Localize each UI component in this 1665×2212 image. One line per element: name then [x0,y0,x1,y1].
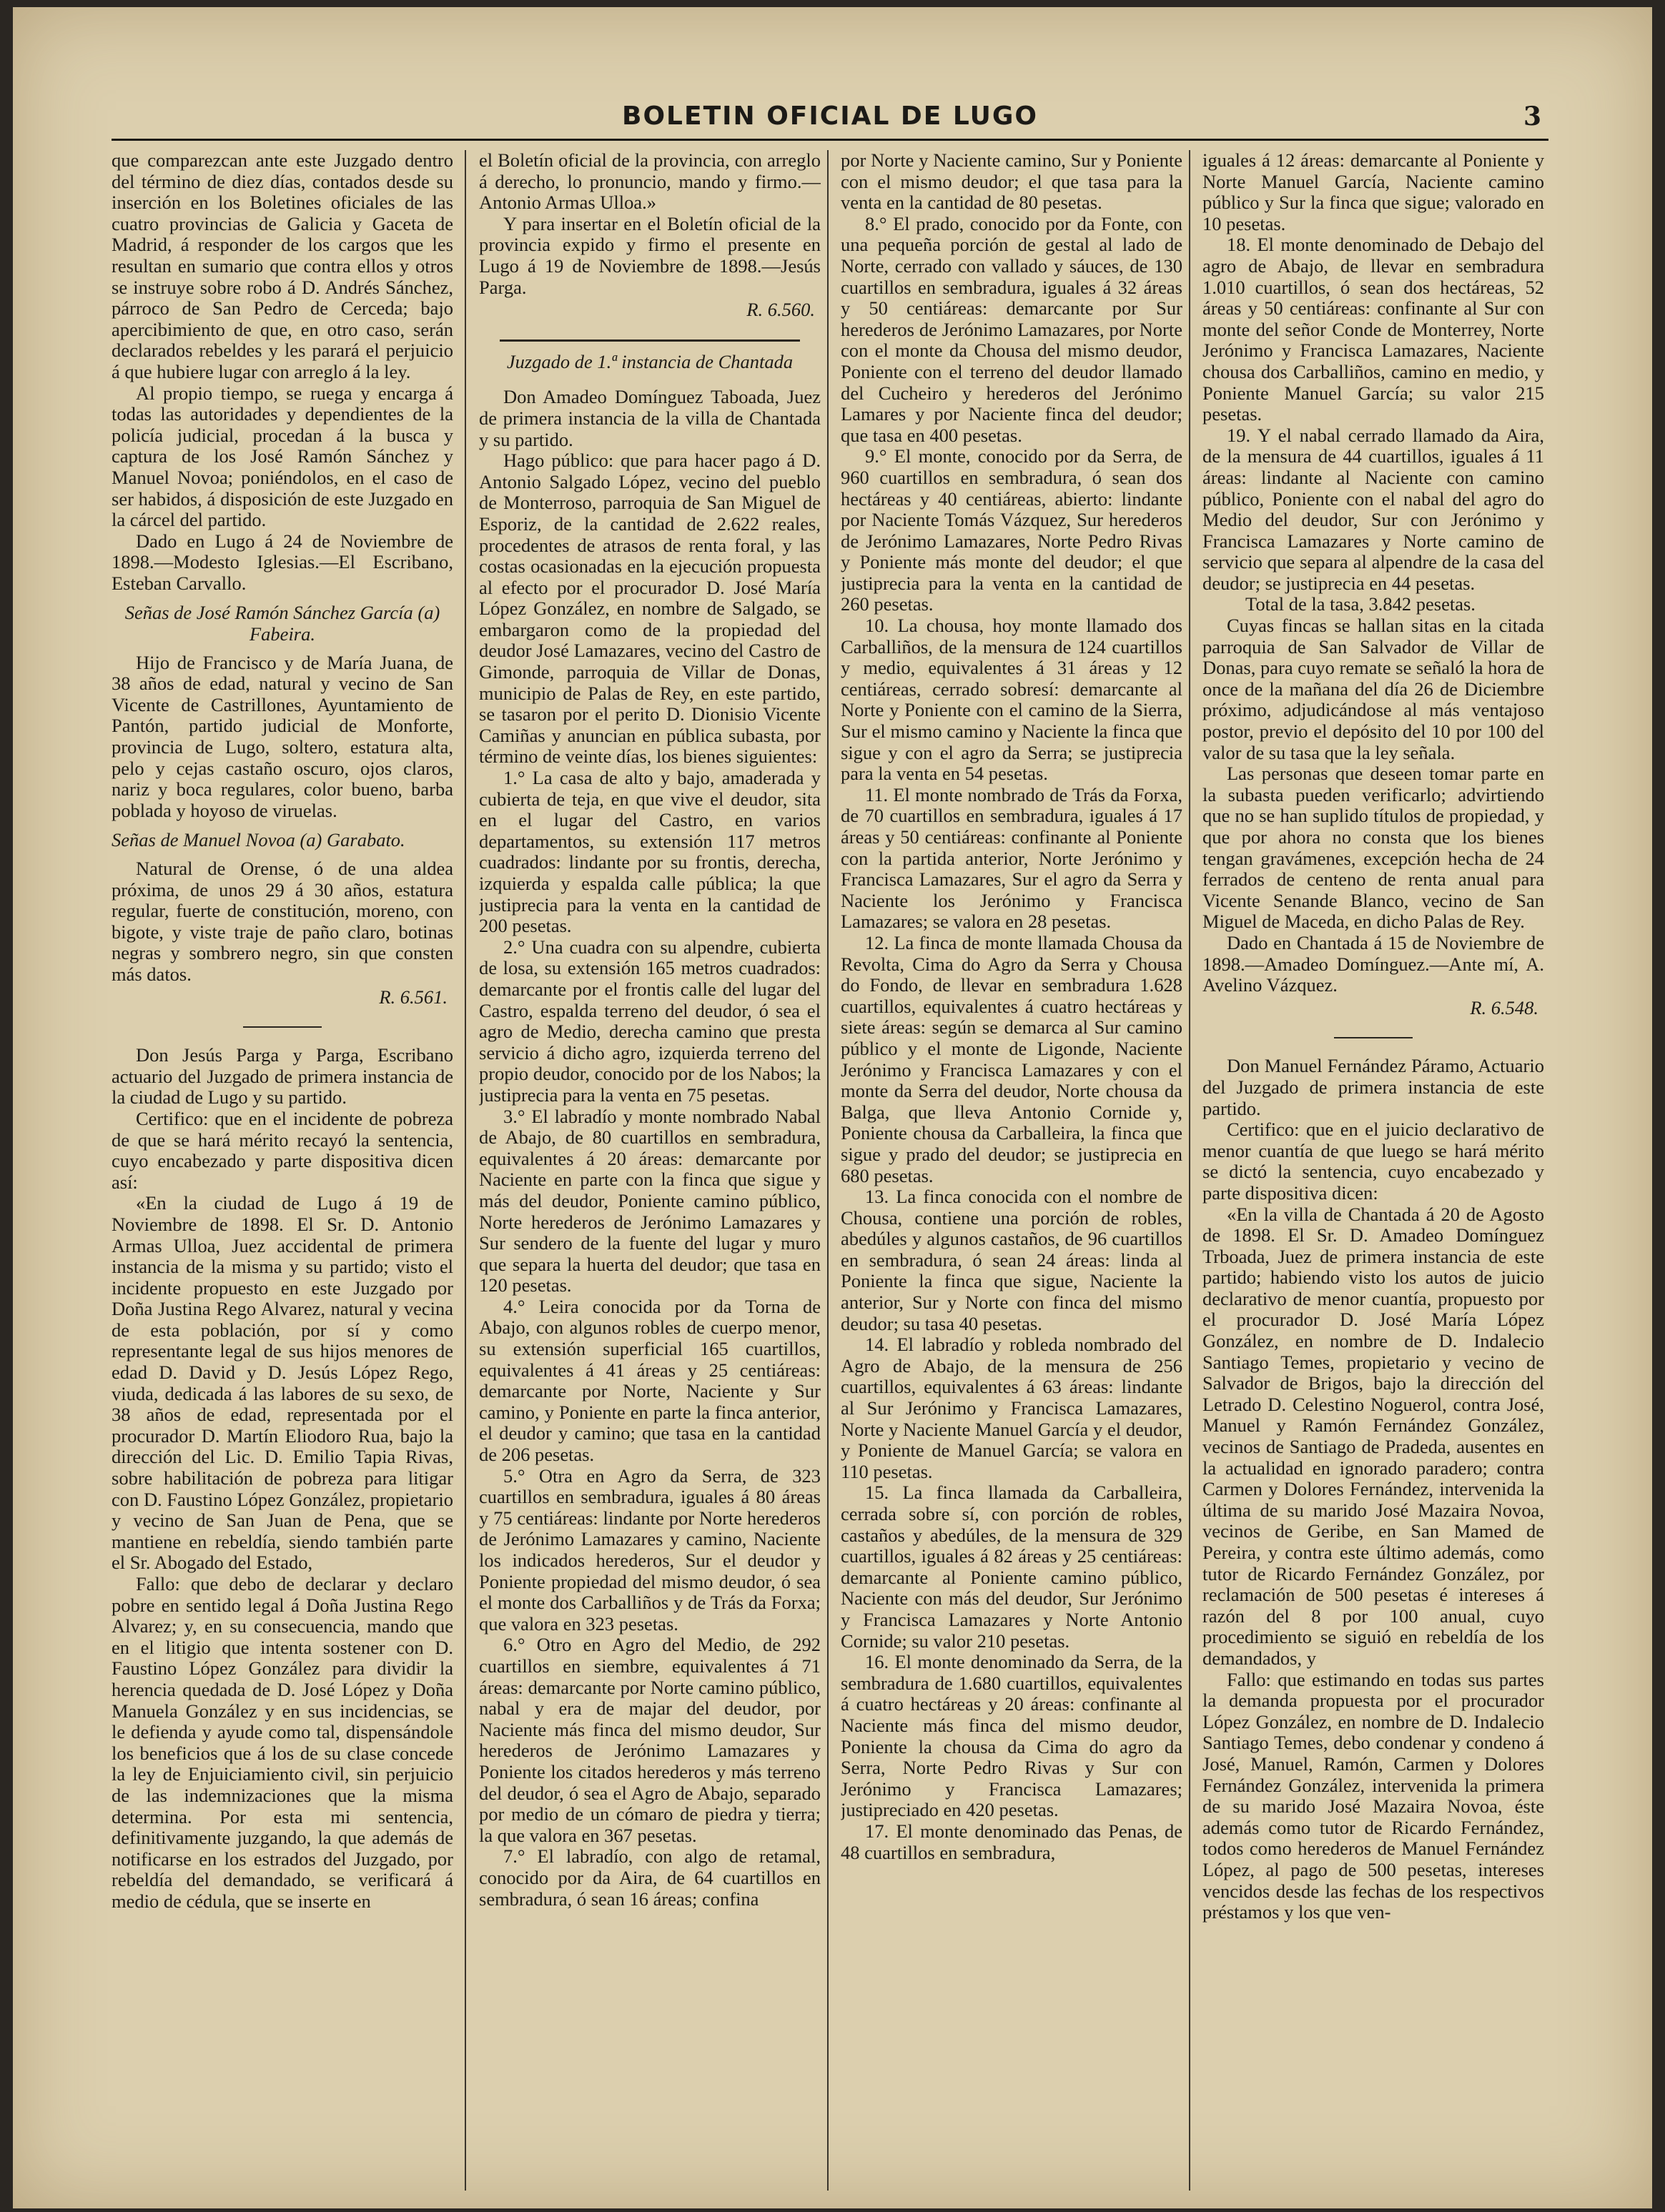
paragraph: el Boletín oficial de la provincia, con arreglo á derecho, lo pronuncio, mando y firmo.—Antonio Armas Ulloa.» [479,150,821,214]
paragraph: Don Amadeo Domínguez Taboada, Juez de primera instancia de la villa de Chantada y su partido. [479,386,821,450]
reference-number: R. 6.548. [1470,996,1538,1018]
list-item: 9.° El monte, conocido por da Serra, de 960 cuartillos en sembradura, ó sean dos hectáreas y 40 centiáreas, abierto: lindante por Naciente Tomás Vázquez, Sur herederos de Jerónimo Lamazares, Norte Pedro Rivas y Poniente más monte del deudor; el que justiprecia para la venta en la cantidad de 260 pesetas. [841,445,1182,615]
paragraph: Fallo: que debo de declarar y declaro pobre en sentido legal á Doña Justina Rego Alvarez; y, en su consecuencia, mando que en el litigio que intenta sostener con D. Faustino López González para dividir la herencia quedada de D. José López y Doña Manuela González y en sus incidencias, se le defienda y ayude como tal, dispensándole los beneficios que á los de su clase concede la ley de Enjuiciamiento civil, sin perjuicio de las indemnizaciones que la misma determina. Por esta mi sentencia, definitivamente juzgando, la que además de notificarse en los estrados del Juzgado, por rebeldía del demandado, se verificará á medio de cédula, que se inserte en [112,1573,453,1912]
column-rule [827,150,829,2191]
separator [243,1026,322,1028]
list-item: 4.° Leira conocida por da Torna de Abajo, con algunos robles de cuerpo menor, su extensión superficial 165 cuartillos, equivalentes á 41 áreas y 25 centiáreas: demarcante por Norte, Naciente y Sur camino, y Poniente en parte la finca anterior, el deudor y camino; que tasa en la cantidad de 206 pesetas. [479,1295,821,1466]
paragraph: Don Manuel Fernández Páramo, Actuario del Juzgado de primera instancia de este partido. [1202,1055,1544,1119]
paragraph: Natural de Orense, ó de una aldea próxima, de unos 29 á 30 años, estatura regular, fuerte de constitución, moreno, con bigote, y viste traje de paño claro, botinas negras y sombrero negro, sin que consten más datos. [112,858,453,985]
paragraph: Total de la tasa, 3.842 pesetas. [1245,593,1476,615]
paragraph: Fallo: que estimando en todas sus partes la demanda propuesta por el procurador López González, en nombre de D. Indalecio Santiago Temes, debo condenar y condeno á José, Manuel, Ramón, Carmen y Dolores Fernández González, intervenida la primera de su marido José Mazaira Novoa, éste además como tutor de Ricardo Fernández, todos como herederos de Manuel Fernández López, al pago de 500 pesetas, intereses vencidos desde las fechas de los respectivos préstamos y los que ven- [1202,1668,1544,1923]
list-item: 14. El labradío y robleda nombrado del Agro de Abajo, de la mensura de 256 cuartillos, equivalentes á 63 áreas: lindante al Sur Jerónimo y Francisca Lamazares, Norte y Naciente Manuel García y el deudor, y Poniente de Manuel García; se valora en 110 pesetas. [841,1334,1182,1482]
column-2 [479,150,821,2191]
column-4 [1202,150,1544,2191]
list-item: 7.° El labradío, con algo de retamal, conocido por da Aira, de 64 cuartillos en sembradura, ó sean 16 áreas; confina [479,1845,821,1910]
court-heading: Juzgado de 1.ª instancia de Chantada [506,350,794,372]
section-title: Señas de Manuel Novoa (a) Garabato. [112,829,405,851]
column-rule [1189,150,1190,2191]
paragraph: Certifico: que en el incidente de pobreza de que se hará mérito recayó la sentencia, cuyo encabezado y parte dispositiva dicen así: [112,1107,453,1193]
paragraph: Hijo de Francisco y de María Juana, de 38 años de edad, natural y vecino de San Vicente de Castrillones, Ayuntamiento de Pantón, partido judicial de Monforte, provincia de Lugo, soltero, estatura alta, pelo y cejas castaño oscuro, ojos claros, nariz y boca regulares, color bueno, barba poblada y hoyoso de viruelas. [112,651,453,821]
paragraph: por Norte y Naciente camino, Sur y Poniente con el mismo deudor; el que tasa para la venta en la cantidad de 80 pesetas. [841,150,1182,214]
list-item: 17. El monte denominado das Penas, de 48 cuartillos en sembradura, [841,1820,1182,1863]
reference-number: R. 6.561. [379,986,448,1008]
paragraph: Dado en Lugo á 24 de Noviembre de 1898.—Modesto Iglesias.—El Escribano, Esteban Carvallo. [112,530,453,594]
list-item: 19. Y el nabal cerrado llamado da Aira, de la mensura de 44 cuartillos, iguales á 11 áreas: lindante al Naciente con camino público, Poniente con el nabal del agro do Medio del deudor, Sur con Jerónimo y Francisca Lamazares y Norte camino de servicio que separa al alpendre de la casa del deudor; se justiprecia en 44 pesetas. [1202,424,1544,594]
paragraph: Hago público: que para hacer pago á D. Antonio Salgado López, vecino del pueblo de Monterroso, parroquia de San Miguel de Esporiz, de la cantidad de 2.622 reales, procedentes de atrasos de renta foral, y las costas ocasionadas en la ejecución propuesta al efecto por el procurador D. José María López González, en nombre de Salgado, se embargaron como de la propiedad del deudor José Lamazares, vecino del Castro de Gimonde, parroquia de Villar de Donas, municipio de Palas de Rey, en este partido, se tasaron por el perito D. Dionisio Vicente Camiñas y anuncian en pública subasta, por término de veinte días, los bienes siguientes: [479,450,821,768]
list-item: 18. El monte denominado de Debajo del agro de Abajo, de llevar en sembradura 1.010 cuartillos, ó sean dos hectáreas, 52 áreas y 50 centiáreas: confinante al Sur con monte del señor Conde de Monterrey, Norte Jerónimo y Francisca Lamazares, Naciente chousa dos Carballiños, camino en medio, y Poniente Manuel García; su valor 215 pesetas. [1202,234,1544,425]
list-item: 10. La chousa, hoy monte llamado dos Carballiños, de la mensura de 124 cuartillos y medio, equivalentes á 31 áreas y 12 centiáreas, cerrado sobresí: demarcante al Norte y Poniente con el camino de la Sierra, Sur el mismo camino y Naciente la finca que sigue y con el agro da Serra; se justiprecia para la venta en 54 pesetas. [841,615,1182,785]
separator [1334,1037,1413,1038]
section-title: Señas de José Ramón Sánchez García (a) Fabeira. [124,602,440,645]
paragraph: Al propio tiempo, se ruega y encarga á todas las autoridades y dependientes de la policía judicial, procedan á la busca y captura de los José Ramón Sánchez y Manuel Novoa; poniéndolos, en el caso de ser habidos, á disposición de este Juzgado en la cárcel del partido. [112,382,453,531]
paragraph: «En la villa de Chantada á 20 de Agosto de 1898. El Sr. D. Amadeo Domínguez Trboada, Juez de primera instancia de este partido; habiendo visto los autos de juicio declarativo de menor cuantía, propuesto por el procurador D. José María López González, en nombre de D. Indalecio Santiago Temes, propietario y vecino de Salvador de Brigos, bajo la dirección del Letrado D. Celestino Noguerol, contra José, Manuel y Ramón Fernández González, vecinos de Santiago de Pradeda, ausentes en la actualidad en ignorado paradero; contra Carmen y Dolores Fernández, intervenida la última de su marido José Mazaira Novoa, vecinos de Geribe, en San Mamed de Pereira, y contra este último además, como tutor de Ricardo Fernández González, por reclamación de 500 pesetas é intereses á razón del 8 por 100 anual, cuyo procedimiento se siguió en rebeldía de los demandados, y [1202,1203,1544,1669]
paragraph: Dado en Chantada á 15 de Noviembre de 1898.—Amadeo Domínguez.—Ante mí, A. Avelino Vázquez. [1202,931,1544,996]
paragraph: iguales á 12 áreas: demarcante al Poniente y Norte Manuel García, Naciente camino público y Sur la finca que sigue; valorado en 10 pesetas. [1202,150,1544,234]
list-item: 16. El monte denominado da Serra, de la sembradura de 1.680 cuartillos, equivalentes á cuatro hectáreas y 20 áreas: confinante al Naciente más finca del mismo deudor, Poniente la chousa da Cima do agro da Serra, Norte Pedro Rivas y Sur con Jerónimo y Francisca Lamazares; justipreciado en 420 pesetas. [841,1651,1182,1821]
column-3 [841,150,1182,2191]
list-item: 13. La finca conocida con el nombre de Chousa, contiene una porción de robles, abedúles y algunos castaños, de 96 cuartillos en sembradura, ó sean 24 áreas: linda al Poniente la finca que sigue, Naciente la anterior, Sur y Norte con finca del mismo deudor; su tasa 40 pesetas. [841,1186,1182,1334]
page-header [112,99,1548,141]
paragraph: Don Jesús Parga y Parga, Escribano actuario del Juzgado de primera instancia de la ciudad de Lugo y su partido. [112,1044,453,1109]
column-1 [112,150,453,2191]
list-item: 15. La finca llamada da Carballeira, cerrada sobre sí, con porción de robles, castaños y abedúles, de la mensura de 329 cuartillos, iguales á 82 áreas y 25 centiáreas: demarcante al Poniente camino público, Naciente con más del deudor, Sur Jerónimo y Francisca Lamazares y Norte Antonio Cornide; su valor 210 pesetas. [841,1482,1182,1652]
paragraph: Certifico: que en el juicio declarativo de menor cuantía de que luego se hará mérito se dictó la sentencia, cuyo encabezado y parte dispositiva dicen: [1202,1119,1544,1204]
paragraph: Las personas que deseen tomar parte en la subasta pueden verificarlo; advirtiendo que no se han suplido títulos de propiedad, y que por ahora no consta que los bienes tengan gravámenes, excepción hecha de 24 ferrados de centeno de renta anual para Vicente Senande Blanco, vecino de San Miguel de Maceda, en dicho Palas de Rey. [1202,763,1544,933]
list-item: 11. El monte nombrado de Trás da Forxa, de 70 cuartillos en sembradura, iguales á 17 áreas y 50 centiáreas: confinante al Poniente con la partida anterior, Norte Jerónimo y Francisca Lamazares, Sur el agro da Serra y Naciente los Jerónimo y Francisca Lamazares; se valora en 28 pesetas. [841,783,1182,933]
page-title: BOLETIN OFICIAL DE LUGO [622,101,1038,131]
list-item: 3.° El labradío y monte nombrado Nabal de Abajo, de 80 cuartillos en sembradura, equivalentes á 20 áreas: demarcante por Naciente en parte con la finca que sigue y más del deudor, Poniente camino público, Norte herederos de Jerónimo Lamazares y Sur sendero de la fuente del lugar y muro que separa la huerta del deudor; que tasa en 120 pesetas. [479,1105,821,1296]
newspaper-page [13,7,1652,2208]
separator [500,339,800,342]
column-rule [465,150,466,2191]
list-item: 2.° Una cuadra con su alpendre, cubierta de losa, su extensión 165 metros cuadrados: demarcante por el frontis calle del lugar del Castro, espalda terreno del deudor, ó sea el agro de Medio, derecha camino que presta servicio á dicho agro, izquierda terreno del propio deudor, conocido por de los Nabos; la justiprecia para la venta en 75 pesetas. [479,936,821,1106]
paragraph: que comparezcan ante este Juzgado dentro del término de diez días, contados desde su inserción en los Boletines oficiales de las cuatro provincias de Galicia y Gaceta de Madrid, á responder de los cargos que les resultan en sumario que contra ellos y otros se instruye sobre robo á D. Andrés Sánchez, párroco de San Pedro de Cerceda; bajo apercibimiento de que, en otro caso, serán declarados rebeldes y les parará el perjuicio á que hubiere lugar con arreglo á la ley. [112,150,453,382]
list-item: 5.° Otra en Agro da Serra, de 323 cuartillos en sembradura, iguales á 80 áreas y 75 centiáreas: lindante por Norte herederos de Jerónimo Lamazares y camino, Naciente los indicados herederos, Sur el deudor y Poniente propiedad del mismo deudor, ó sea el monte dos Carballiños y de Trás da Forxa; que valora en 323 pesetas. [479,1464,821,1635]
page-number: 3 [1523,101,1541,132]
paragraph: Y para insertar en el Boletín oficial de la provincia expido y firmo el presente en Lugo á 19 de Noviembre de 1898.—Jesús Parga. [479,212,821,298]
paragraph: «En la ciudad de Lugo á 19 de Noviembre de 1898. El Sr. D. Antonio Armas Ulloa, Juez accidental de primera instancia de la misma y su partido; visto el incidente propuesto en este Juzgado por Doña Justina Rego Alvarez, natural y vecina de esta población, por sí y como representante legal de sus hijos menores de edad D. David y D. Jesús López Rego, viuda, dedicada á las labores de su sexo, de 38 años de edad, representada por el procurador D. Martín Eliodoro Rua, bajo la dirección del Lic. D. Emilio Tapia Rivas, sobre habilitación de pobreza para litigar con D. Faustino López González, propietario y vecino de San Juan de Pena, que se mantiene en rebeldía, siendo también parte el Sr. Abogado del Estado, [112,1192,453,1574]
paragraph: Cuyas fincas se hallan sitas en la citada parroquia de San Salvador de Villar de Donas, para cuyo remate se señaló la hora de once de la mañana del día 26 de Diciembre próximo, adjudicándose al más ventajoso postor, previo el depósito del 10 por 100 del valor de su tasa que la ley señala. [1202,615,1544,763]
list-item: 1.° La casa de alto y bajo, amaderada y cubierta de teja, en que vive el deudor, sita en el lugar del Castro, en varios departamentos, su extensión 117 metros cuadrados: lindante por su frontis, derecha, izquierda y espalda calle pública; la que justiprecia para la venta en la cantidad de 200 pesetas. [479,767,821,937]
list-item: 12. La finca de monte llamada Chousa da Revolta, Cima do Agro da Serra y Chousa do Fondo, de llevar en sembradura 1.628 cuartillos, equivalentes á cuatro hectáreas y siete áreas: según se demarca al Sur camino público y el monte de Ligonde, Naciente Jerónimo y Francisca Lamazares y con el monte da Serra del deudor, Norte chousa da Balga, que lleva Antonio Cornide y, Poniente chousa da Carballeira, la finca que sigue y prado del deudor; se justiprecia en 680 pesetas. [841,931,1182,1186]
list-item: 8.° El prado, conocido por da Fonte, con una pequeña porción de gestal al lado de Norte, cerrado con vallado y sáuces, de 130 cuartillos en sembradura, iguales á 32 áreas y 50 centiáreas: demarcante por Sur herederos de Jerónimo Lamazares, por Norte con el monte da Chousa del mismo deudor, Poniente con el terreno del deudor llamado del Cucheiro y herederos del Jerónimo Lamares y por Naciente finca del deudor; que tasa en 400 pesetas. [841,212,1182,446]
list-item: 6.° Otro en Agro del Medio, de 292 cuartillos en siembre, equivalentes á 71 áreas: demarcante por Norte camino público, nabal y era de majar del deudor, por Naciente más finca del mismo deudor, Sur herederos de Jerónimo Lamazares y Poniente los citados herederos y más terreno del deudor, ó sea el Agro de Abajo, separado por medio de un cómaro de piedra y tierra; la que valora en 367 pesetas. [479,1634,821,1846]
reference-number: R. 6.560. [746,299,815,321]
